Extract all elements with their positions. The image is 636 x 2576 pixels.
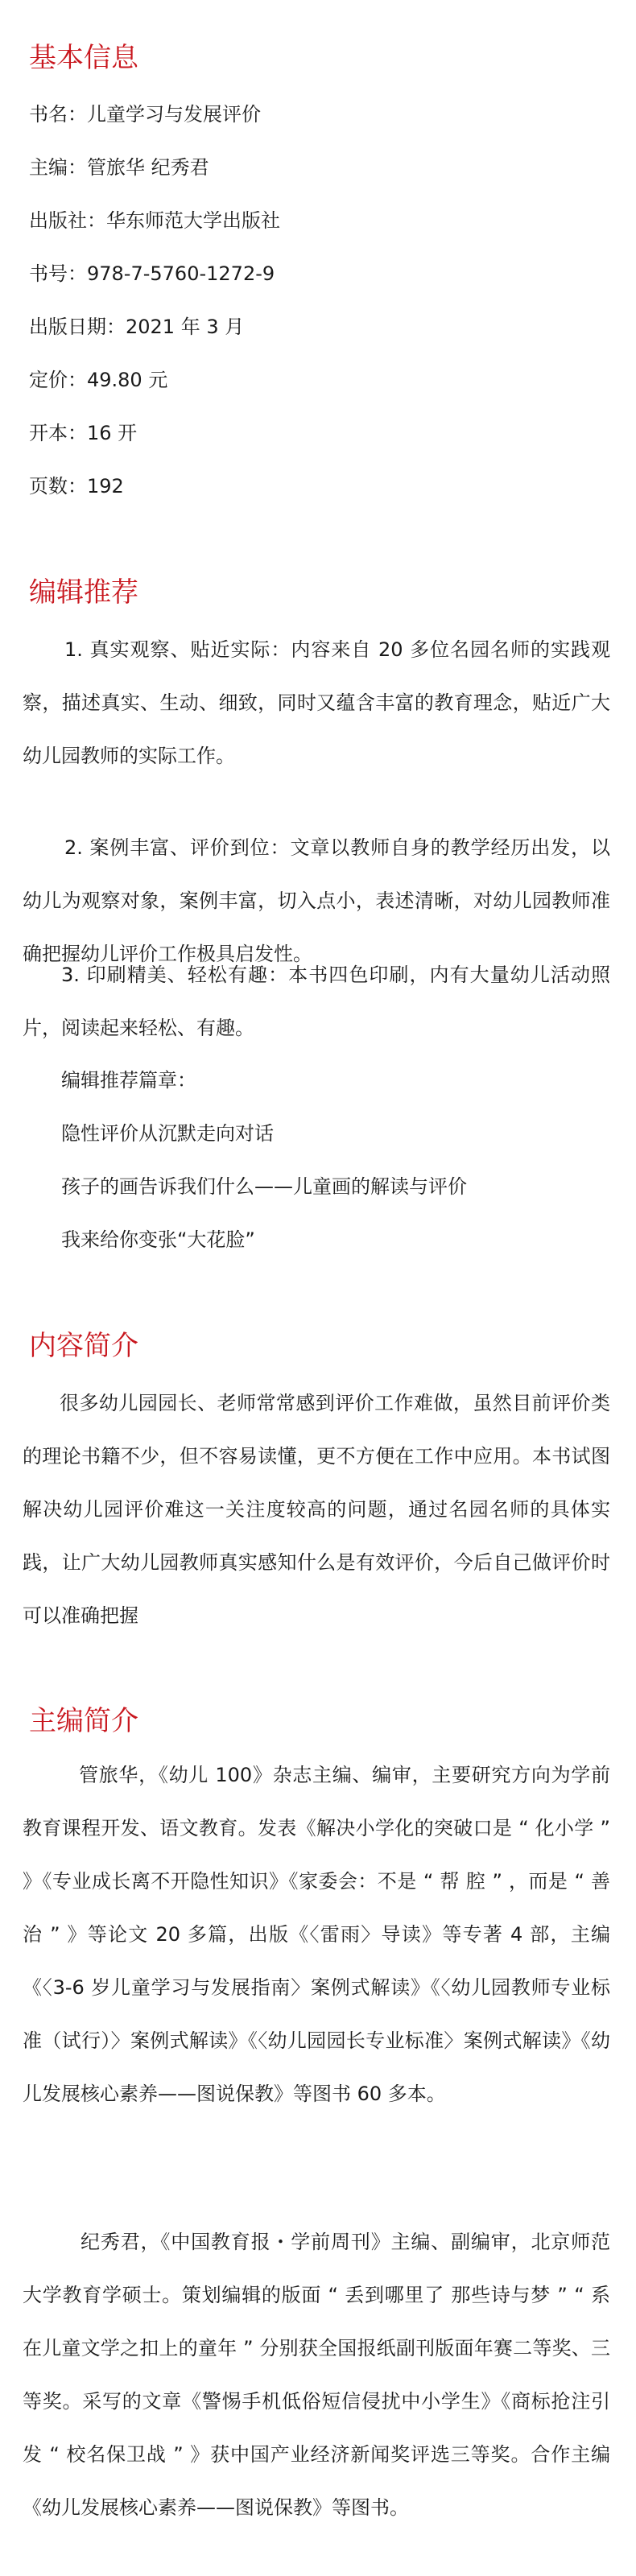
book-price: 定价：49.80 元: [29, 369, 168, 391]
page-count: 页数：192: [29, 475, 124, 497]
recommend-item: 我来给你变张“大花脸”: [61, 1228, 255, 1251]
recommend-item: 孩子的画告诉我们什么——儿童画的解读与评价: [61, 1175, 467, 1198]
publish-date: 出版日期：2021 年 3 月: [29, 316, 245, 338]
book-name: 书名：儿童学习与发展评价: [29, 103, 261, 126]
book-publisher: 出版社：华东师范大学出版社: [29, 209, 280, 232]
summary-paragraph: 很多幼儿园园长、老师常常感到评价工作难做，虽然目前评价类的理论书籍不少，但不容易读懂，更不方便在工作中应用。本书试图解决幼儿园评价难这一关注度较高的问题，通过名园名师的具体实践，让广大幼儿园教师真实感知什么是有效评价，今后自己做评价时可以准确把握: [23, 1392, 610, 1627]
book-editors: 主编：管旅华 纪秀君: [29, 156, 209, 179]
editor-intro-guan: 管旅华，《幼儿 100》杂志主编、编审，主要研究方向为学前教育课程开发、语文教育。发表《解决小学化的突破口是 “ 化小学 ” 》《专业成长离不开隐性知识》《家委会：不是 “ 帮 腔 ” ，而是 “ 善 治 ” 》等论文 20 多篇，出版《〈雷雨〉导读》等专著 4 部，主编《〈3-6 岁儿童学习与发展指南〉案例式解读》《〈幼儿园教师专业标准（试行）〉案例式解读》《〈幼儿园园长专业标准〉案例式解读》《幼儿发展核心素养——图说保教》等图书 60 多本。: [23, 1764, 610, 2105]
section-title-basic-info: 基本信息: [29, 42, 138, 74]
section-title-editors-intro: 主编简介: [29, 1705, 138, 1737]
recommend-paragraph-1: 1. 真实观察、贴近实际：内容来自 20 多位名园名师的实践观察，描述真实、生动、细致，同时又蕴含丰富的教育理念，贴近广大幼儿园教师的实际工作。: [23, 638, 610, 767]
recommend-paragraph-2: 2. 案例丰富、评价到位：文章以教师自身的教学经历出发，以幼儿为观察对象，案例丰富，切入点小，表述清晰，对幼儿园教师准确把握幼儿评价工作极具启发性。: [23, 836, 610, 965]
section-title-recommend: 编辑推荐: [29, 576, 138, 609]
book-isbn: 书号：978-7-5760-1272-9: [29, 262, 275, 285]
recommend-list-title: 编辑推荐篇章：: [61, 1069, 196, 1092]
recommend-paragraph-3: 3. 印刷精美、轻松有趣：本书四色印刷，内有大量幼儿活动照片，阅读起来轻松、有趣。: [23, 964, 610, 1039]
editor-intro-ji: 纪秀君，《中国教育报・学前周刊》主编、副编审，北京师范大学教育学硕士。策划编辑的版面 “ 丢到哪里了 那些诗与梦 ” “ 系在儿童文学之扣上的童年 ” 分别获全国报纸副刊版面年赛二等奖、三等奖。采写的文章《警惕手机低俗短信侵扰中小学生》《商标抢注引发 “ 校名保卫战 ” 》获中国产业经济新闻奖评选三等奖。合作主编《幼儿发展核心素养——图说保教》等图书。: [23, 2231, 610, 2519]
book-format: 开本：16 开: [29, 422, 138, 444]
recommend-item: 隐性评价从沉默走向对话: [61, 1122, 274, 1145]
section-title-summary: 内容简介: [29, 1330, 138, 1362]
